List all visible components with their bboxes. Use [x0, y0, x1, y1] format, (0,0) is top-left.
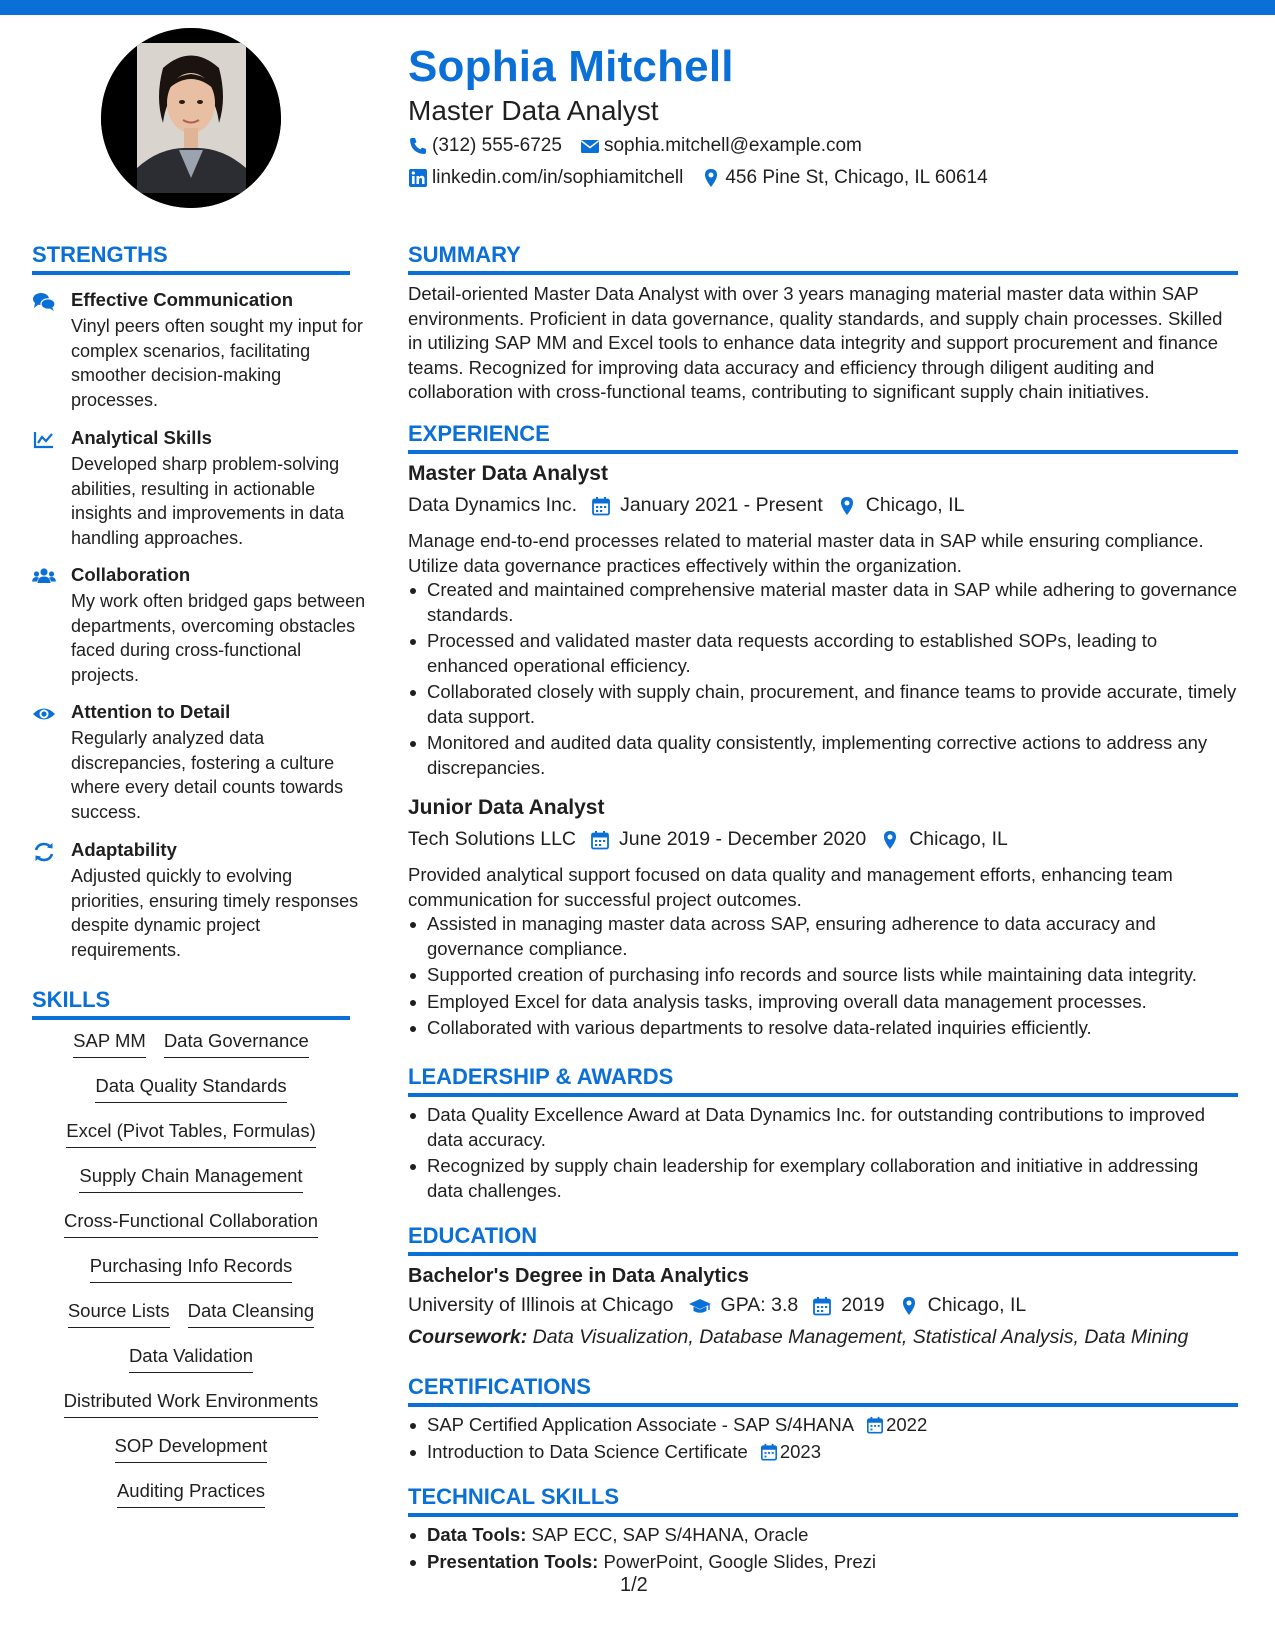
- education-heading: EDUCATION: [408, 1223, 538, 1248]
- strength-title: Analytical Skills: [71, 427, 212, 448]
- calendar-icon: [760, 1443, 778, 1461]
- skill-tag: Cross-Functional Collaboration: [64, 1210, 318, 1238]
- skill-tag: Supply Chain Management: [79, 1165, 302, 1193]
- calendar-icon: [866, 1416, 884, 1434]
- job-bullets: [408, 578, 1238, 782]
- linkedin-contact[interactable]: [408, 167, 683, 189]
- list-item: Recognized by supply chain leadership for exemplary collaboration and initiative in addressing data challenges.: [408, 1154, 1238, 1203]
- tech-value: SAP ECC, SAP S/4HANA, Oracle: [531, 1524, 809, 1545]
- summary-text: Detail-oriented Master Data Analyst with over 3 years managing material master data within SAP environments. Proficient in data governance, quality standards, and supply chain processes. Skilled in utilizing SAP MM and Excel tools to enhance data integrity and support procurement and finance teams. Recognized for improving data accuracy and efficiency through diligent auditing and collaboration with cross-functional teams, contributing to significant supply chain initiatives.: [408, 283, 1223, 402]
- coursework: [408, 1325, 1238, 1350]
- list-item: Monitored and audited data quality consistently, implementing corrective actions to address any discrepancies.: [408, 731, 1238, 780]
- leadership-rule: [408, 1093, 1238, 1097]
- contact-row-1: [408, 135, 880, 157]
- job-company: Tech Solutions LLC: [408, 828, 577, 850]
- job-dates-item: [591, 494, 823, 517]
- contact-row-2: [408, 167, 1006, 189]
- skill-row: [32, 1435, 350, 1463]
- gpa-text: GPA: 3.8: [720, 1294, 799, 1316]
- list-item: Collaborated closely with supply chain, procurement, and finance teams to provide accurate, timely data support.: [408, 680, 1238, 729]
- graduation-cap-icon: [688, 1296, 712, 1316]
- strength-desc: My work often bridged gaps between departments, overcoming obstacles faced during cross-functional projects.: [71, 591, 366, 685]
- cert-year: 2022: [886, 1414, 928, 1435]
- strength-item: [32, 839, 362, 959]
- skill-tag: Auditing Practices: [117, 1480, 265, 1508]
- job-dates: June 2019 - December 2020: [619, 828, 867, 850]
- list-item: [408, 1440, 1238, 1465]
- calendar-icon: [812, 1296, 832, 1316]
- skill-tag: Source Lists: [68, 1300, 170, 1328]
- strength-item: [32, 289, 362, 409]
- job-dates: January 2021 - Present: [620, 494, 823, 516]
- eye-icon: [32, 703, 56, 725]
- list-item: Employed Excel for data analysis tasks, improving overall data management processes.: [408, 990, 1238, 1015]
- summary-rule: [408, 271, 1238, 275]
- list-item: Processed and validated master data requests according to established SOPs, leading to enhanced operational efficiency.: [408, 629, 1238, 678]
- job-title: Junior Data Analyst: [408, 796, 605, 819]
- list-item: Data Quality Excellence Award at Data Dynamics Inc. for outstanding contributions to improved data accuracy.: [408, 1103, 1238, 1152]
- skill-row: [32, 1390, 350, 1418]
- tech-label: Data Tools:: [427, 1524, 527, 1545]
- list-item: Supported creation of purchasing info records and source lists while maintaining data integrity.: [408, 963, 1238, 988]
- skill-row: [32, 1210, 350, 1238]
- education-rule: [408, 1252, 1238, 1256]
- skill-row: [32, 1480, 350, 1508]
- strength-item: [32, 701, 362, 821]
- strength-desc: Vinyl peers often sought my input for complex scenarios, facilitating smoother decision-making processes.: [71, 316, 363, 410]
- address-contact: [701, 167, 987, 189]
- list-item: Created and maintained comprehensive material master data in SAP while adhering to governance standards.: [408, 578, 1238, 627]
- skill-row: [32, 1165, 350, 1193]
- gpa-item: [688, 1294, 799, 1317]
- skill-tag: Data Governance: [164, 1030, 309, 1058]
- certifications-list: [408, 1413, 1238, 1466]
- job-location-item: [880, 828, 1008, 851]
- education-year: 2019: [841, 1294, 885, 1316]
- skill-row: [32, 1030, 350, 1058]
- job-bullets: [408, 912, 1238, 1043]
- page-number: 1/2: [620, 1574, 648, 1596]
- strengths-rule: [32, 271, 350, 275]
- map-marker-icon: [880, 830, 900, 850]
- calendar-icon: [590, 830, 610, 850]
- skill-tag: Purchasing Info Records: [90, 1255, 293, 1283]
- skill-tag: Data Validation: [129, 1345, 253, 1373]
- technical-skills-list: [408, 1523, 1238, 1576]
- job-meta: [408, 828, 1022, 851]
- education-year-item: [812, 1294, 884, 1317]
- job-dates-item: [590, 828, 866, 851]
- skill-tag: Data Cleansing: [188, 1300, 315, 1328]
- job-location: Chicago, IL: [909, 828, 1008, 850]
- email-contact[interactable]: [580, 135, 862, 157]
- skill-row: [32, 1255, 350, 1283]
- map-marker-icon: [899, 1296, 919, 1316]
- skill-row: [32, 1075, 350, 1103]
- list-item: [408, 1550, 1238, 1575]
- certifications-rule: [408, 1403, 1238, 1407]
- job-description: Provided analytical support focused on data quality and management efforts, enhancing team communication for successful project outcomes.: [408, 864, 1173, 910]
- map-marker-icon: [837, 496, 857, 516]
- top-accent-bar: [0, 0, 1275, 15]
- experience-rule: [408, 450, 1238, 454]
- phone-contact[interactable]: [408, 135, 562, 157]
- school-name: University of Illinois at Chicago: [408, 1294, 674, 1316]
- certifications-heading: CERTIFICATIONS: [408, 1374, 591, 1399]
- skill-tag: Distributed Work Environments: [64, 1390, 319, 1418]
- job-meta: [408, 494, 978, 517]
- strength-title: Collaboration: [71, 564, 191, 585]
- skill-tag: SAP MM: [73, 1030, 146, 1058]
- cert-name: Introduction to Data Science Certificate: [427, 1440, 748, 1462]
- job-description: Manage end-to-end processes related to material master data in SAP while ensuring compliance. Utilize data governance practices effectively within the organization.: [408, 530, 1204, 576]
- skill-tag: SOP Development: [115, 1435, 268, 1463]
- summary-heading: SUMMARY: [408, 242, 521, 267]
- skill-tag: Data Quality Standards: [95, 1075, 286, 1103]
- coursework-label: Coursework:: [408, 1326, 528, 1348]
- chart-line-icon: [32, 429, 56, 451]
- education-location-item: [899, 1294, 1027, 1317]
- degree-title: Bachelor's Degree in Data Analytics: [408, 1265, 749, 1287]
- education-location: Chicago, IL: [927, 1294, 1027, 1316]
- strength-desc: Regularly analyzed data discrepancies, fostering a culture where every detail counts towards success.: [71, 728, 344, 822]
- list-item: Assisted in managing master data across SAP, ensuring adherence to data accuracy and governance compliance.: [408, 912, 1238, 961]
- strengths-heading: STRENGTHS: [32, 242, 168, 267]
- comments-icon: [32, 291, 56, 313]
- coursework-text: Data Visualization, Database Management, Statistical Analysis, Data Mining: [532, 1326, 1189, 1348]
- cert-name: SAP Certified Application Associate - SAP S/4HANA: [427, 1414, 855, 1435]
- cert-year: 2023: [779, 1440, 821, 1462]
- education-meta: [408, 1294, 1040, 1317]
- strength-desc: Adjusted quickly to evolving priorities, ensuring timely responses despite dynamic project requirements.: [71, 866, 359, 960]
- skill-row: [32, 1300, 350, 1328]
- users-icon: [32, 566, 56, 588]
- job-title: Master Data Analyst: [408, 462, 608, 485]
- experience-heading: EXPERIENCE: [408, 421, 550, 446]
- skill-tag: Excel (Pivot Tables, Formulas): [66, 1120, 316, 1148]
- leadership-heading: LEADERSHIP & AWARDS: [408, 1064, 674, 1089]
- email-text: sophia.mitchell@example.com: [603, 135, 862, 156]
- strength-title: Effective Communication: [71, 289, 294, 310]
- job-location: Chicago, IL: [865, 494, 965, 516]
- technical-skills-heading: TECHNICAL SKILLS: [408, 1484, 620, 1509]
- skill-row: [32, 1120, 350, 1148]
- leadership-bullets: [408, 1103, 1238, 1205]
- strength-title: Attention to Detail: [71, 701, 231, 722]
- candidate-title: Master Data Analyst: [408, 95, 659, 126]
- job-location-item: [837, 494, 965, 517]
- strength-item: [32, 564, 366, 685]
- envelope-icon: [580, 136, 600, 156]
- calendar-icon: [591, 496, 611, 516]
- phone-icon: [408, 136, 428, 156]
- linkedin-text: linkedin.com/in/sophiamitchell: [432, 167, 684, 188]
- skills-heading: SKILLS: [32, 987, 111, 1012]
- candidate-name: Sophia Mitchell: [408, 42, 734, 91]
- profile-photo: [101, 28, 281, 208]
- list-item: [408, 1523, 1238, 1548]
- strength-item: [32, 427, 362, 547]
- list-item: Collaborated with various departments to resolve data-related inquiries efficiently.: [408, 1016, 1238, 1041]
- strength-title: Adaptability: [71, 839, 177, 860]
- technical-skills-rule: [408, 1513, 1238, 1517]
- address-text: 456 Pine St, Chicago, IL 60614: [725, 167, 988, 188]
- list-item: [408, 1413, 1238, 1438]
- linkedin-icon: [408, 168, 428, 188]
- map-marker-icon: [701, 168, 721, 188]
- tech-value: PowerPoint, Google Slides, Prezi: [603, 1550, 876, 1572]
- tech-label: Presentation Tools:: [427, 1550, 599, 1572]
- job-company: Data Dynamics Inc.: [408, 494, 578, 516]
- phone-text: (312) 555-6725: [432, 135, 562, 156]
- strength-desc: Developed sharp problem-solving abilities, resulting in actionable insights and improvements in data handling approaches.: [71, 454, 345, 548]
- sync-icon: [32, 841, 56, 863]
- skill-row: [32, 1345, 350, 1373]
- skills-rule: [32, 1016, 350, 1020]
